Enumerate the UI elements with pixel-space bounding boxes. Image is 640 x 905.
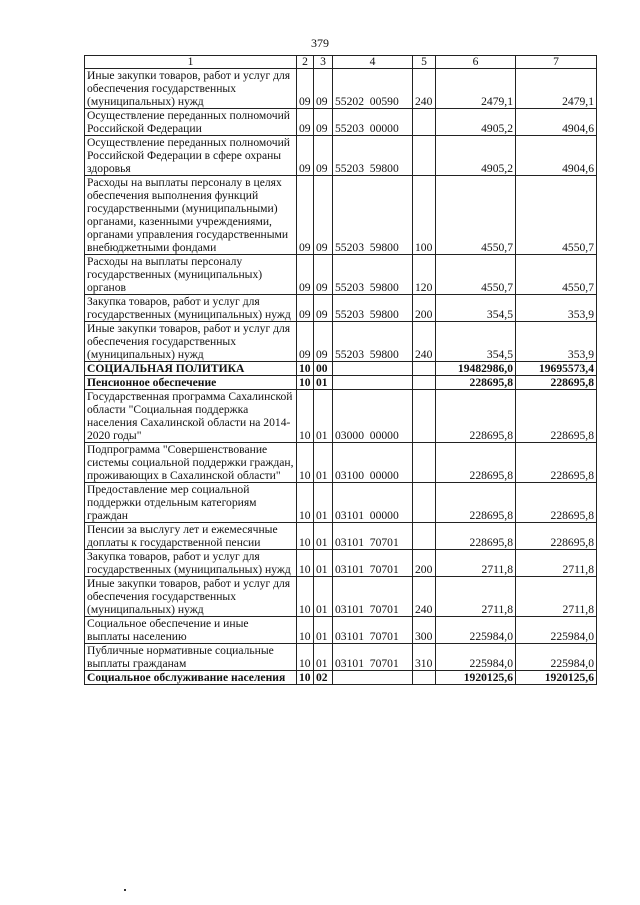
table-row — [85, 671, 597, 685]
subsection-code-cell: 01 — [314, 390, 333, 443]
column-header: 2 — [297, 56, 314, 69]
section-code-cell: 10 — [297, 644, 314, 671]
table-row — [85, 109, 597, 136]
column-header: 6 — [436, 56, 516, 69]
target-article-cell: 03101 70701 — [333, 550, 413, 577]
target-article-cell: 55203 59800 — [333, 295, 413, 322]
subsection-code-cell: 01 — [314, 617, 333, 644]
section-code-cell: 09 — [297, 295, 314, 322]
subsection-code-cell: 09 — [314, 69, 333, 109]
amount-year2-cell: 4550,7 — [516, 255, 597, 295]
table-row — [85, 295, 597, 322]
expense-type-cell — [413, 136, 436, 176]
subsection-code-cell: 09 — [314, 255, 333, 295]
subsection-code-cell: 00 — [314, 362, 333, 376]
amount-year2-cell: 228695,8 — [516, 523, 597, 550]
table-row — [85, 176, 597, 255]
target-article-cell: 55203 59800 — [333, 255, 413, 295]
row-name-cell: Иные закупки товаров, работ и услуг для обеспечения государственных (муниципальных) нужд — [85, 322, 297, 362]
expense-type-cell — [413, 671, 436, 685]
subsection-code-cell: 09 — [314, 136, 333, 176]
expense-type-cell — [413, 443, 436, 483]
amount-year1-cell: 2479,1 — [436, 69, 516, 109]
table-row — [85, 483, 597, 523]
section-code-cell: 10 — [297, 617, 314, 644]
target-article-cell: 03101 70701 — [333, 644, 413, 671]
amount-year1-cell: 225984,0 — [436, 617, 516, 644]
section-code-cell: 09 — [297, 136, 314, 176]
target-article-cell: 55203 59800 — [333, 322, 413, 362]
subsection-code-cell: 01 — [314, 376, 333, 390]
amount-year1-cell: 354,5 — [436, 322, 516, 362]
amount-year1-cell: 4905,2 — [436, 109, 516, 136]
target-article-cell: 55203 00000 — [333, 109, 413, 136]
table-row — [85, 617, 597, 644]
target-article-cell — [333, 362, 413, 376]
row-name-cell: Пенсионное обеспечение — [85, 376, 297, 390]
subsection-code-cell: 01 — [314, 523, 333, 550]
table-row — [85, 255, 597, 295]
target-article-cell — [333, 376, 413, 390]
table-row — [85, 362, 597, 376]
column-header: 7 — [516, 56, 597, 69]
budget-table — [84, 55, 597, 685]
row-name-cell: Осуществление переданных полномочий Российской Федерации — [85, 109, 297, 136]
subsection-code-cell: 09 — [314, 295, 333, 322]
section-code-cell: 10 — [297, 376, 314, 390]
section-code-cell: 09 — [297, 255, 314, 295]
amount-year2-cell: 1920125,6 — [516, 671, 597, 685]
row-name-cell: Расходы на выплаты персоналу в целях обеспечения выполнения функций государственными (муниципальными) органами, казенными учреждениями, органами управления государственными внебюджетными фондами — [85, 176, 297, 255]
amount-year1-cell: 4905,2 — [436, 136, 516, 176]
amount-year1-cell: 225984,0 — [436, 644, 516, 671]
amount-year2-cell: 2711,8 — [516, 550, 597, 577]
subsection-code-cell: 01 — [314, 644, 333, 671]
amount-year2-cell: 4904,6 — [516, 136, 597, 176]
amount-year1-cell: 1920125,6 — [436, 671, 516, 685]
table-row — [85, 550, 597, 577]
expense-type-cell: 240 — [413, 322, 436, 362]
table-row — [85, 136, 597, 176]
row-name-cell: Социальное обеспечение и иные выплаты населению — [85, 617, 297, 644]
row-name-cell: Иные закупки товаров, работ и услуг для обеспечения государственных (муниципальных) нужд — [85, 577, 297, 617]
amount-year2-cell: 225984,0 — [516, 617, 597, 644]
row-name-cell: Пенсии за выслугу лет и ежемесячные доплаты к государственной пенсии — [85, 523, 297, 550]
column-header: 3 — [314, 56, 333, 69]
section-code-cell: 10 — [297, 390, 314, 443]
subsection-code-cell: 01 — [314, 550, 333, 577]
row-name-cell: Предоставление мер социальной поддержки отдельным категориям граждан — [85, 483, 297, 523]
amount-year2-cell: 353,9 — [516, 295, 597, 322]
amount-year2-cell: 228695,8 — [516, 390, 597, 443]
target-article-cell: 03101 70701 — [333, 577, 413, 617]
amount-year1-cell: 228695,8 — [436, 443, 516, 483]
expense-type-cell: 240 — [413, 577, 436, 617]
table-row — [85, 69, 597, 109]
row-name-cell: Иные закупки товаров, работ и услуг для обеспечения государственных (муниципальных) нужд — [85, 69, 297, 109]
section-code-cell: 10 — [297, 523, 314, 550]
subsection-code-cell: 01 — [314, 443, 333, 483]
amount-year1-cell: 228695,8 — [436, 376, 516, 390]
subsection-code-cell: 09 — [314, 109, 333, 136]
amount-year1-cell: 354,5 — [436, 295, 516, 322]
table-row — [85, 577, 597, 617]
page-number: 379 — [311, 36, 329, 50]
section-code-cell: 09 — [297, 109, 314, 136]
subsection-code-cell: 09 — [314, 176, 333, 255]
amount-year1-cell: 2711,8 — [436, 577, 516, 617]
expense-type-cell — [413, 483, 436, 523]
expense-type-cell — [413, 362, 436, 376]
amount-year2-cell: 228695,8 — [516, 443, 597, 483]
table-header-row — [85, 56, 597, 69]
amount-year2-cell: 19695573,4 — [516, 362, 597, 376]
section-code-cell: 10 — [297, 577, 314, 617]
amount-year1-cell: 228695,8 — [436, 523, 516, 550]
table-row — [85, 390, 597, 443]
amount-year2-cell: 353,9 — [516, 322, 597, 362]
expense-type-cell — [413, 523, 436, 550]
row-name-cell: Публичные нормативные социальные выплаты гражданам — [85, 644, 297, 671]
table-row — [85, 322, 597, 362]
row-name-cell: Государственная программа Сахалинской области "Социальная поддержка населения Сахалинской области на 2014-2020 годы" — [85, 390, 297, 443]
target-article-cell: 03100 00000 — [333, 443, 413, 483]
expense-type-cell: 300 — [413, 617, 436, 644]
amount-year1-cell: 2711,8 — [436, 550, 516, 577]
expense-type-cell: 120 — [413, 255, 436, 295]
expense-type-cell — [413, 109, 436, 136]
amount-year2-cell: 228695,8 — [516, 376, 597, 390]
amount-year2-cell: 2711,8 — [516, 577, 597, 617]
target-article-cell: 03101 00000 — [333, 483, 413, 523]
row-name-cell: Закупка товаров, работ и услуг для государственных (муниципальных) нужд — [85, 550, 297, 577]
amount-year2-cell: 2479,1 — [516, 69, 597, 109]
column-header: 5 — [413, 56, 436, 69]
expense-type-cell: 100 — [413, 176, 436, 255]
table-row — [85, 523, 597, 550]
target-article-cell — [333, 671, 413, 685]
expense-type-cell — [413, 390, 436, 443]
row-name-cell: Осуществление переданных полномочий Российской Федерации в сфере охраны здоровья — [85, 136, 297, 176]
target-article-cell: 55202 00590 — [333, 69, 413, 109]
amount-year1-cell: 4550,7 — [436, 255, 516, 295]
expense-type-cell: 200 — [413, 295, 436, 322]
subsection-code-cell: 01 — [314, 577, 333, 617]
section-code-cell: 09 — [297, 322, 314, 362]
section-code-cell: 10 — [297, 671, 314, 685]
section-code-cell: 10 — [297, 443, 314, 483]
section-code-cell: 09 — [297, 176, 314, 255]
section-code-cell: 09 — [297, 69, 314, 109]
table-row — [85, 376, 597, 390]
row-name-cell: Подпрограмма "Совершенствование системы социальной поддержки граждан, проживающих в Сахалинской области" — [85, 443, 297, 483]
subsection-code-cell: 02 — [314, 671, 333, 685]
amount-year2-cell: 228695,8 — [516, 483, 597, 523]
subsection-code-cell: 09 — [314, 322, 333, 362]
row-name-cell: Расходы на выплаты персоналу государственных (муниципальных) органов — [85, 255, 297, 295]
target-article-cell: 03000 00000 — [333, 390, 413, 443]
target-article-cell: 55203 59800 — [333, 176, 413, 255]
column-header: 1 — [85, 56, 297, 69]
amount-year2-cell: 4904,6 — [516, 109, 597, 136]
amount-year1-cell: 19482986,0 — [436, 362, 516, 376]
expense-type-cell: 200 — [413, 550, 436, 577]
subsection-code-cell: 01 — [314, 483, 333, 523]
target-article-cell: 03101 70701 — [333, 523, 413, 550]
row-name-cell: Закупка товаров, работ и услуг для государственных (муниципальных) нужд — [85, 295, 297, 322]
expense-type-cell: 240 — [413, 69, 436, 109]
target-article-cell: 55203 59800 — [333, 136, 413, 176]
amount-year1-cell: 228695,8 — [436, 390, 516, 443]
row-name-cell: Социальное обслуживание населения — [85, 671, 297, 685]
table-row — [85, 644, 597, 671]
expense-type-cell — [413, 376, 436, 390]
section-code-cell: 10 — [297, 550, 314, 577]
scan-speck — [124, 889, 126, 891]
table-row — [85, 443, 597, 483]
section-code-cell: 10 — [297, 483, 314, 523]
column-header: 4 — [333, 56, 413, 69]
amount-year2-cell: 225984,0 — [516, 644, 597, 671]
amount-year2-cell: 4550,7 — [516, 176, 597, 255]
amount-year1-cell: 4550,7 — [436, 176, 516, 255]
row-name-cell: СОЦИАЛЬНАЯ ПОЛИТИКА — [85, 362, 297, 376]
expense-type-cell: 310 — [413, 644, 436, 671]
section-code-cell: 10 — [297, 362, 314, 376]
amount-year1-cell: 228695,8 — [436, 483, 516, 523]
target-article-cell: 03101 70701 — [333, 617, 413, 644]
